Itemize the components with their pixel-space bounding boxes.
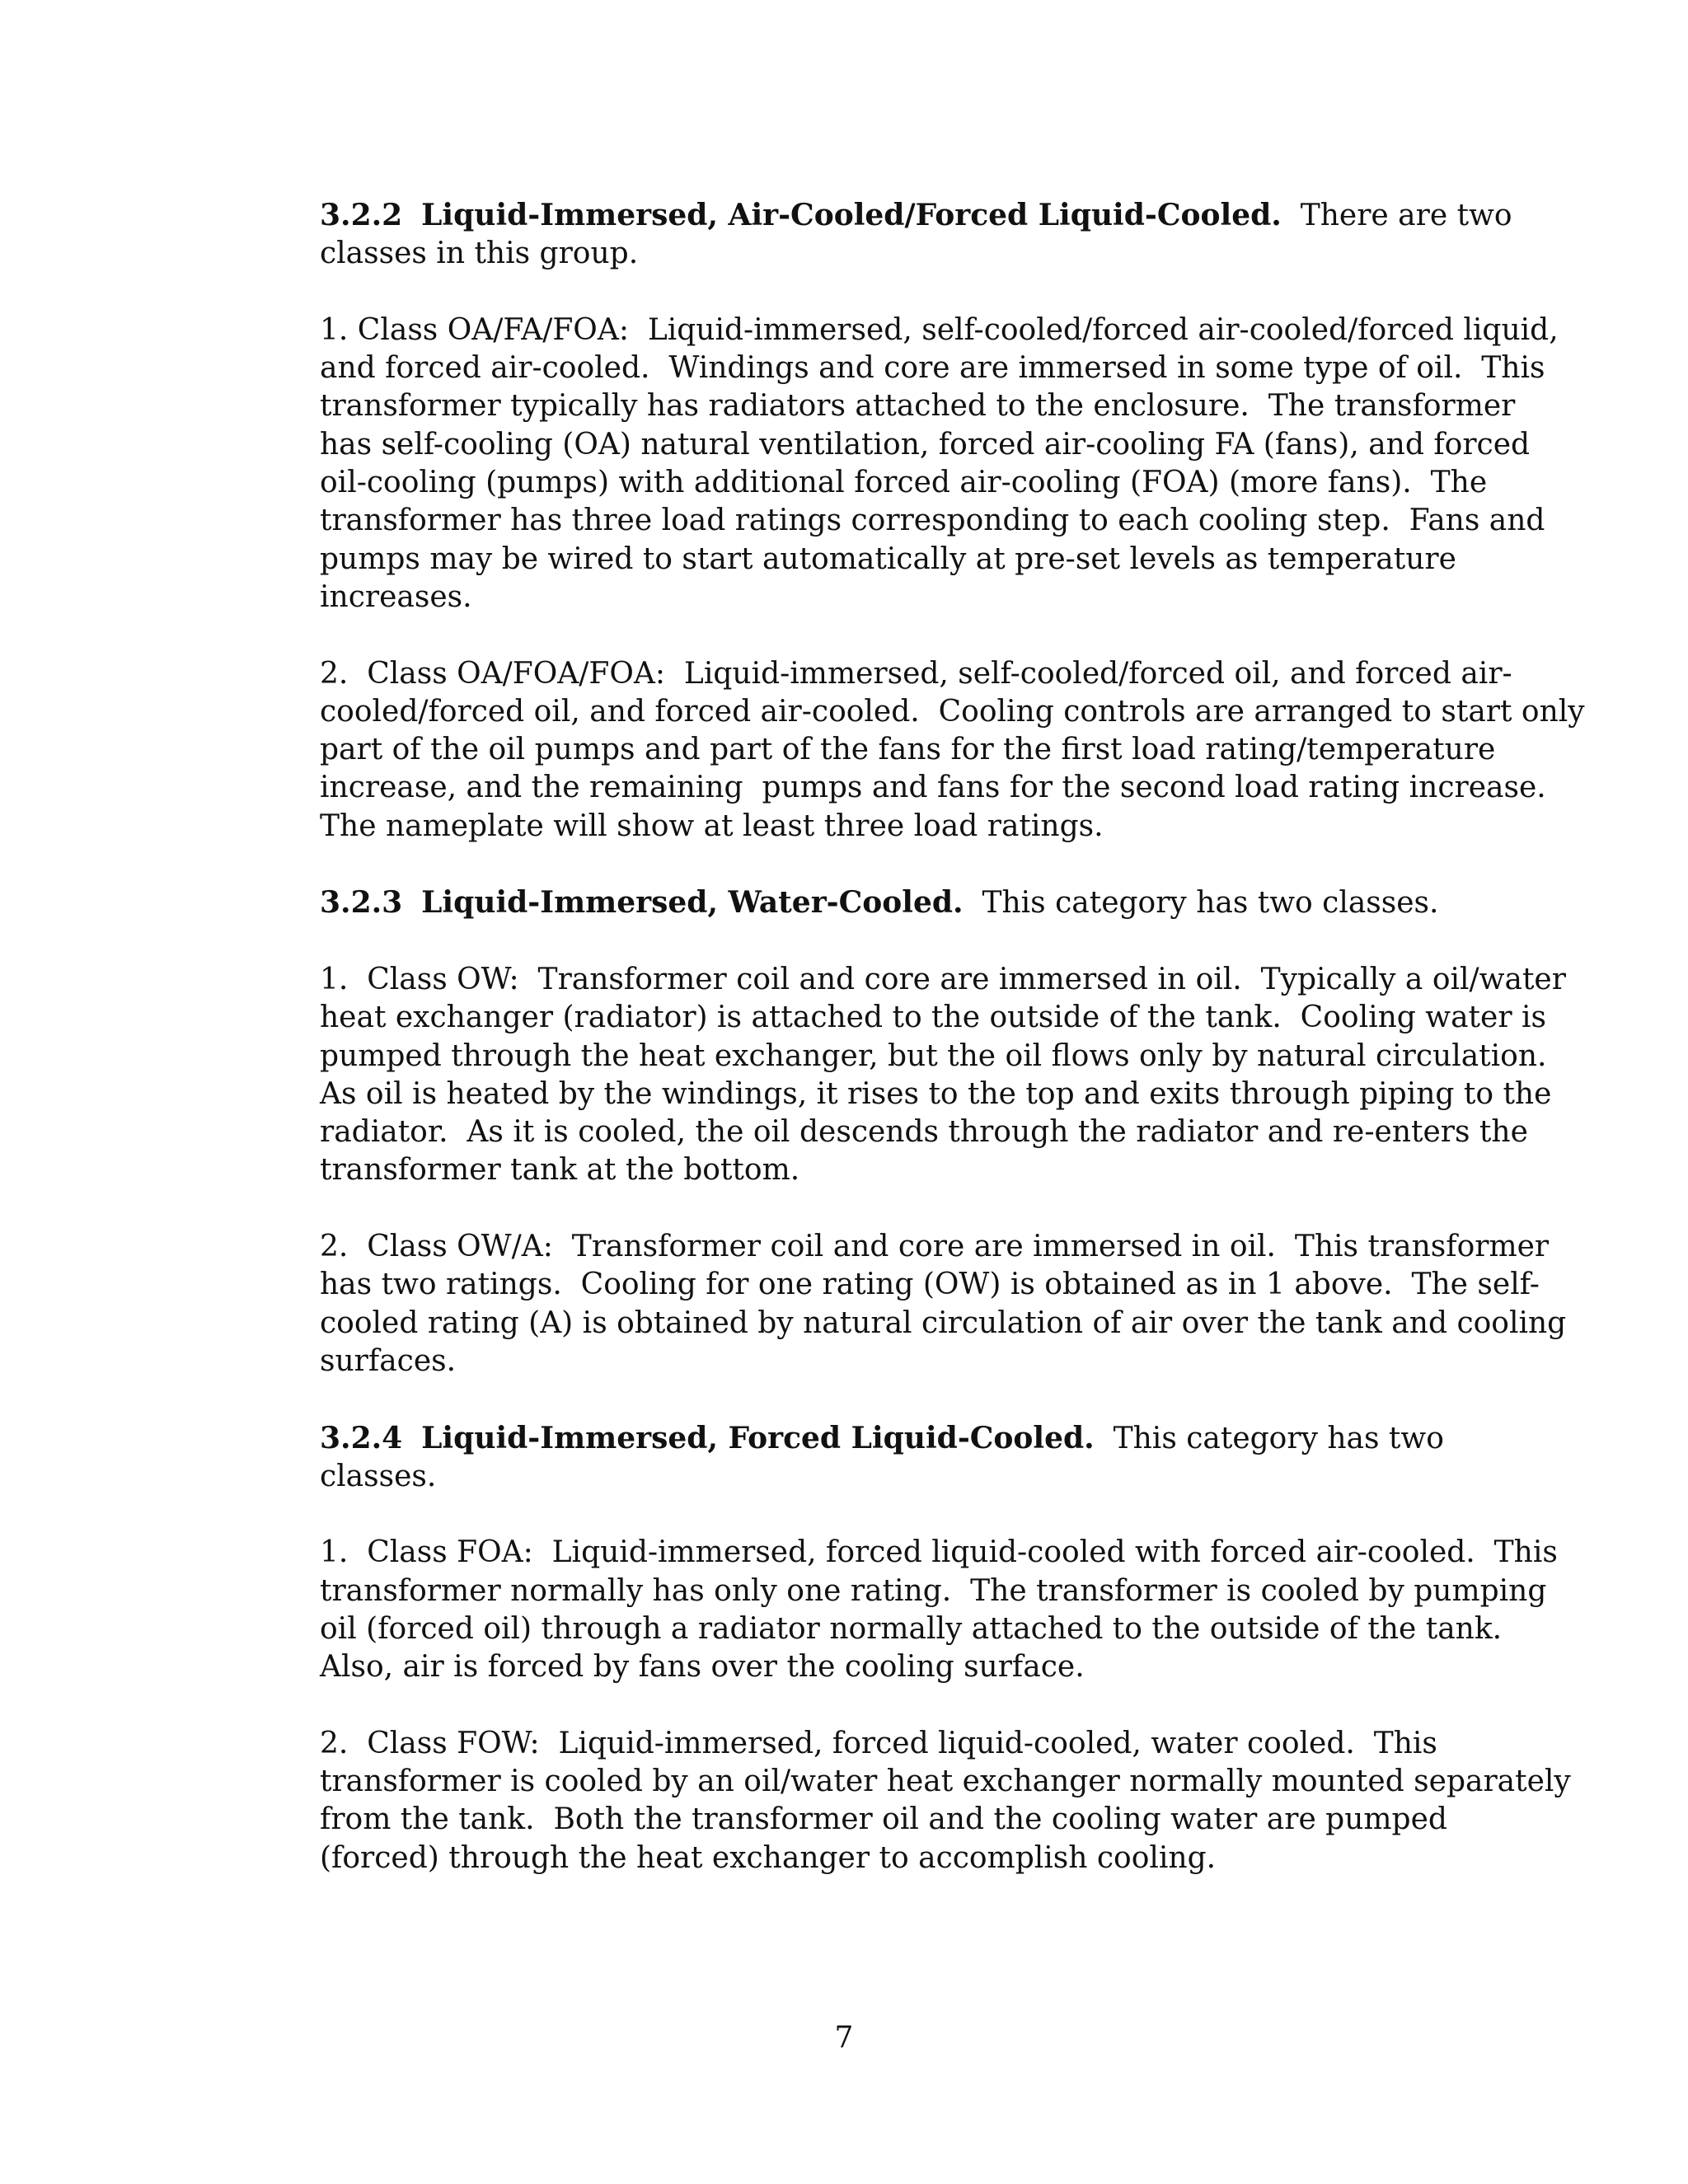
paragraph-line: The nameplate will show at least three load ratings. [320,808,1104,843]
paragraph-line: transformer tank at the bottom. [320,1153,800,1188]
paragraph-line: 1. Class OA/FA/FOA: Liquid-immersed, self-cooled/forced air-cooled/forced liquid, [320,312,1559,347]
class-item-oa-foa-foa [320,655,1585,846]
paragraph-line: part of the oil pumps and part of the fans for the first load rating/temperature [320,733,1496,767]
paragraph-line: (forced) through the heat exchanger to accomplish cooling. [320,1840,1217,1875]
section-title: Liquid-Immersed, Air-Cooled/Forced Liquid-Cooled. [421,198,1282,232]
paragraph-line: cooled rating (A) is obtained by natural circulation of air over the tank and cooling [320,1305,1567,1340]
section-intro-continued: classes. [320,1459,437,1493]
paragraph-line: As oil is heated by the windings, it rises to the top and exits through piping to the [320,1076,1552,1111]
class-item-fow [320,1725,1571,1877]
section-title: Liquid-Immersed, Water-Cooled. [421,885,964,921]
section-number: 3.2.4 [320,1420,403,1455]
paragraph-line: has self-cooling (OA) natural ventilation, forced air-cooling FA (fans), and forced [320,427,1531,462]
paragraph-line: 1. Class OW: Transformer coil and core are immersed in oil. Typically a oil/water [320,962,1566,996]
section-3-2-2-heading [320,196,1512,274]
paragraph-line: from the tank. Both the transformer oil and the cooling water are pumped [320,1802,1447,1837]
paragraph-line: 2. Class OA/FOA/FOA: Liquid-immersed, self-cooled/forced oil, and forced air- [320,656,1512,691]
class-item-oa-fa-foa [320,312,1559,616]
paragraph-line: oil-cooling (pumps) with additional forced air-cooling (FOA) (more fans). The [320,466,1488,500]
section-3-2-3-heading [320,883,1482,922]
section-number: 3.2.3 [320,885,403,921]
paragraph-line: increase, and the remaining pumps and fans for the second load rating increase. [320,771,1546,805]
paragraph-line: cooled/forced oil, and forced air-cooled. Cooling controls are arranged to start only [320,694,1585,729]
paragraph-line: 2. Class OW/A: Transformer coil and core are immersed in oil. This transformer [320,1230,1550,1264]
section-intro: There are two [1300,199,1512,232]
paragraph-line: surfaces. [320,1343,457,1378]
section-title: Liquid-Immersed, Forced Liquid-Cooled. [421,1420,1095,1455]
paragraph-line: increases. [320,579,472,614]
section-3-2-4-heading [320,1419,1482,1497]
paragraph-line: 1. Class FOA: Liquid-immersed, forced liquid-cooled with forced air-cooled. This [320,1535,1558,1570]
section-3-2-3-heading-line-1 [320,883,1482,922]
paragraph-line: transformer is cooled by an oil/water heat exchanger normally mounted separately [320,1765,1571,1799]
section-intro-continued: classes in this group. [320,237,639,271]
section-intro: This category has two classes. [982,886,1439,921]
paragraph-line: pumped through the heat exchanger, but the oil flows only by natural circulation. [320,1038,1547,1073]
paragraph-line: has two ratings. Cooling for one rating (OW) is obtained as in 1 above. The self- [320,1268,1540,1302]
page-number: 7 [834,2021,854,2055]
class-item-ow-a [320,1228,1567,1380]
document-body [320,196,1585,1877]
paragraph-line: and forced air-cooled. Windings and core are immersed in some type of oil. This [320,351,1545,386]
paragraph-line: 2. Class FOW: Liquid-immersed, forced liquid-cooled, water cooled. This [320,1726,1437,1760]
paragraph-line: radiator. As it is cooled, the oil descends through the radiator and re-enters the [320,1115,1528,1150]
paragraph-line: transformer normally has only one rating. The transformer is cooled by pumping [320,1573,1547,1608]
paragraph-line: oil (forced oil) through a radiator normally attached to the outside of the tank. [320,1611,1503,1646]
section-intro: This category has two [1113,1421,1444,1455]
paragraph-line: pumps may be wired to start automatically at pre-set levels as temperature [320,541,1456,576]
class-item-foa [320,1534,1558,1686]
paragraph-line: heat exchanger (radiator) is attached to the outside of the tank. Cooling water is [320,1001,1546,1035]
section-3-2-4-heading-line-1 [320,1419,1482,1458]
paragraph-line: transformer has three load ratings corresponding to each cooling step. Fans and [320,504,1545,538]
paragraph-line: transformer typically has radiators attached to the enclosure. The transformer [320,389,1516,424]
section-3-2-2-heading-line-1 [320,196,1512,235]
class-item-ow [320,961,1566,1190]
paragraph-line: Also, air is forced by fans over the cooling surface. [320,1650,1085,1685]
section-number: 3.2.2 [320,198,403,232]
